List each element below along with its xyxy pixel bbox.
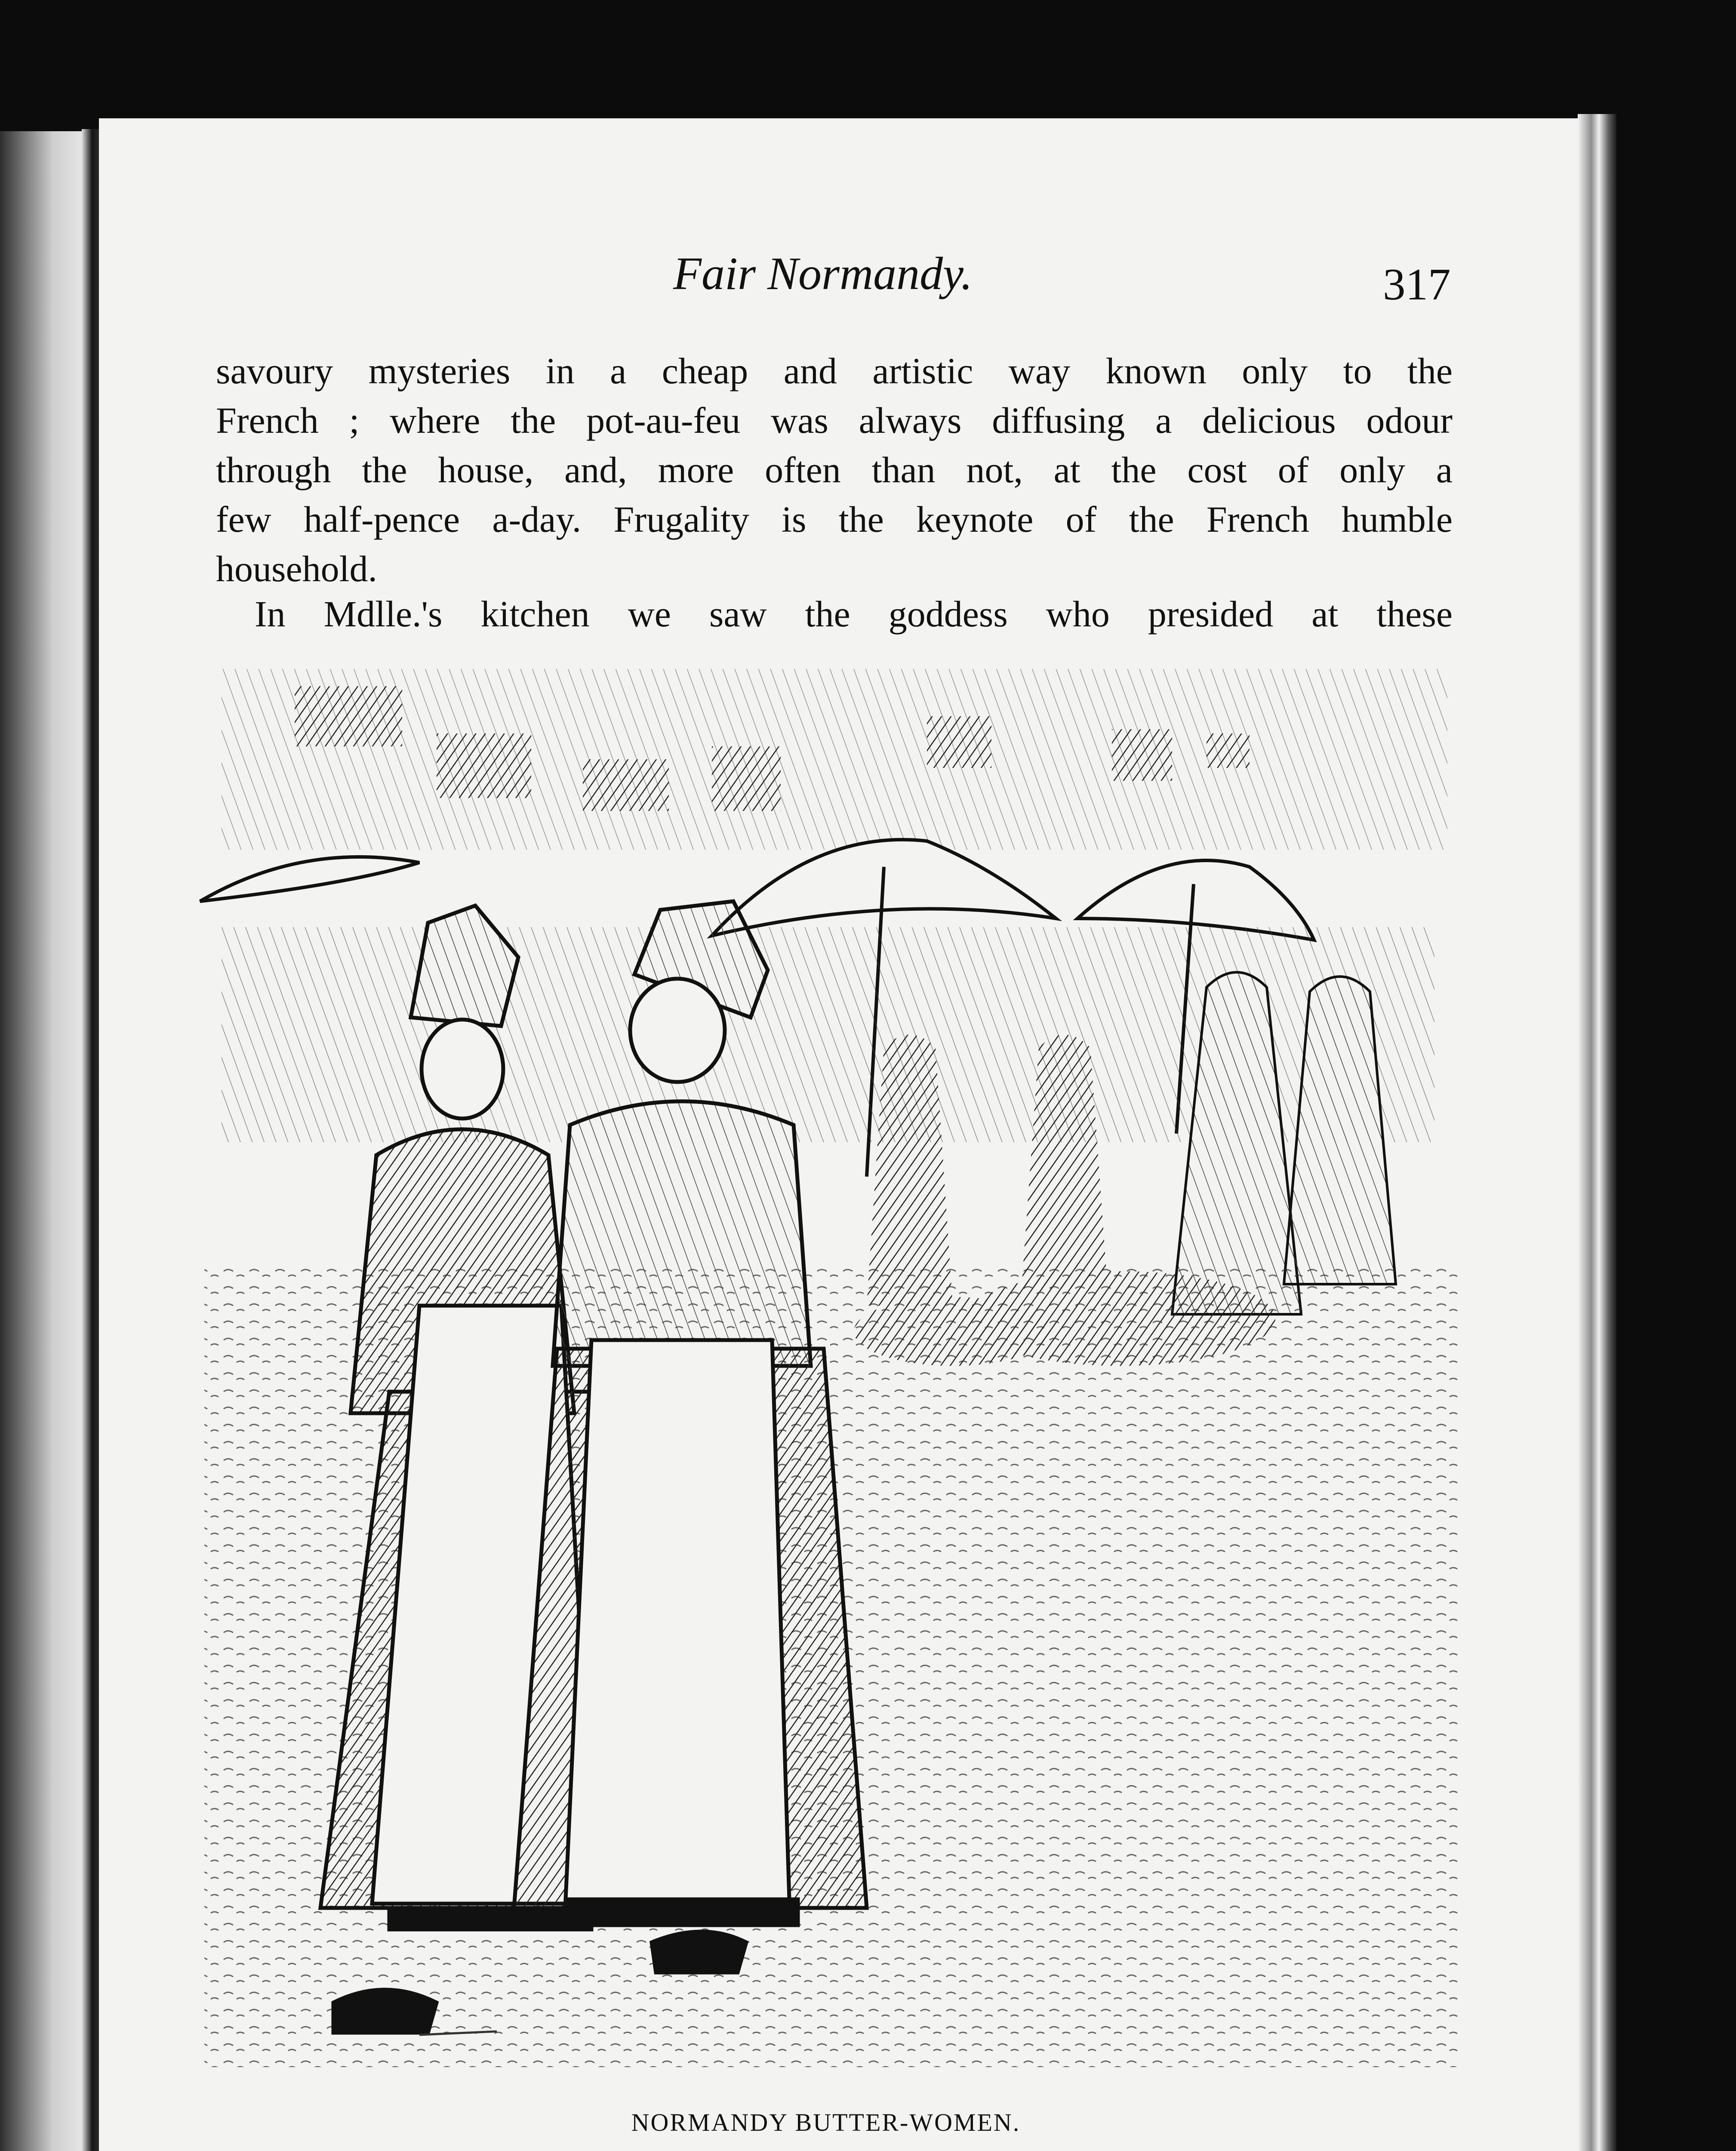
illustration-caption: NORMANDY BUTTER-WOMEN.: [631, 2108, 1021, 2136]
text-line: In Mdlle.'s kitchen we saw the goddess who presided at these: [255, 593, 1453, 635]
paragraph-intro: [255, 589, 1453, 639]
background-buildings: [222, 669, 1447, 850]
book-gutter: [82, 129, 99, 2151]
text-line: household.: [216, 548, 378, 589]
text-line: through the house, and, more often than not, at the cost of only a: [216, 449, 1453, 490]
page-stack-edge: [1578, 114, 1616, 2151]
running-header-title: Fair Normandy.: [673, 248, 973, 299]
text-line: few half-pence a-day. Frugality is the keynote of the French humble: [216, 499, 1453, 540]
text-line: French ; where the pot-au-feu was always diffusing a delicious odour: [216, 400, 1453, 441]
text-line: savoury mysteries in a cheap and artistic way known only to the: [216, 350, 1453, 391]
paragraph-top: [216, 346, 1453, 594]
butter-women-illustration: [196, 660, 1465, 2074]
facing-page-edge: [0, 131, 88, 2151]
page-number: 317: [1383, 259, 1451, 309]
